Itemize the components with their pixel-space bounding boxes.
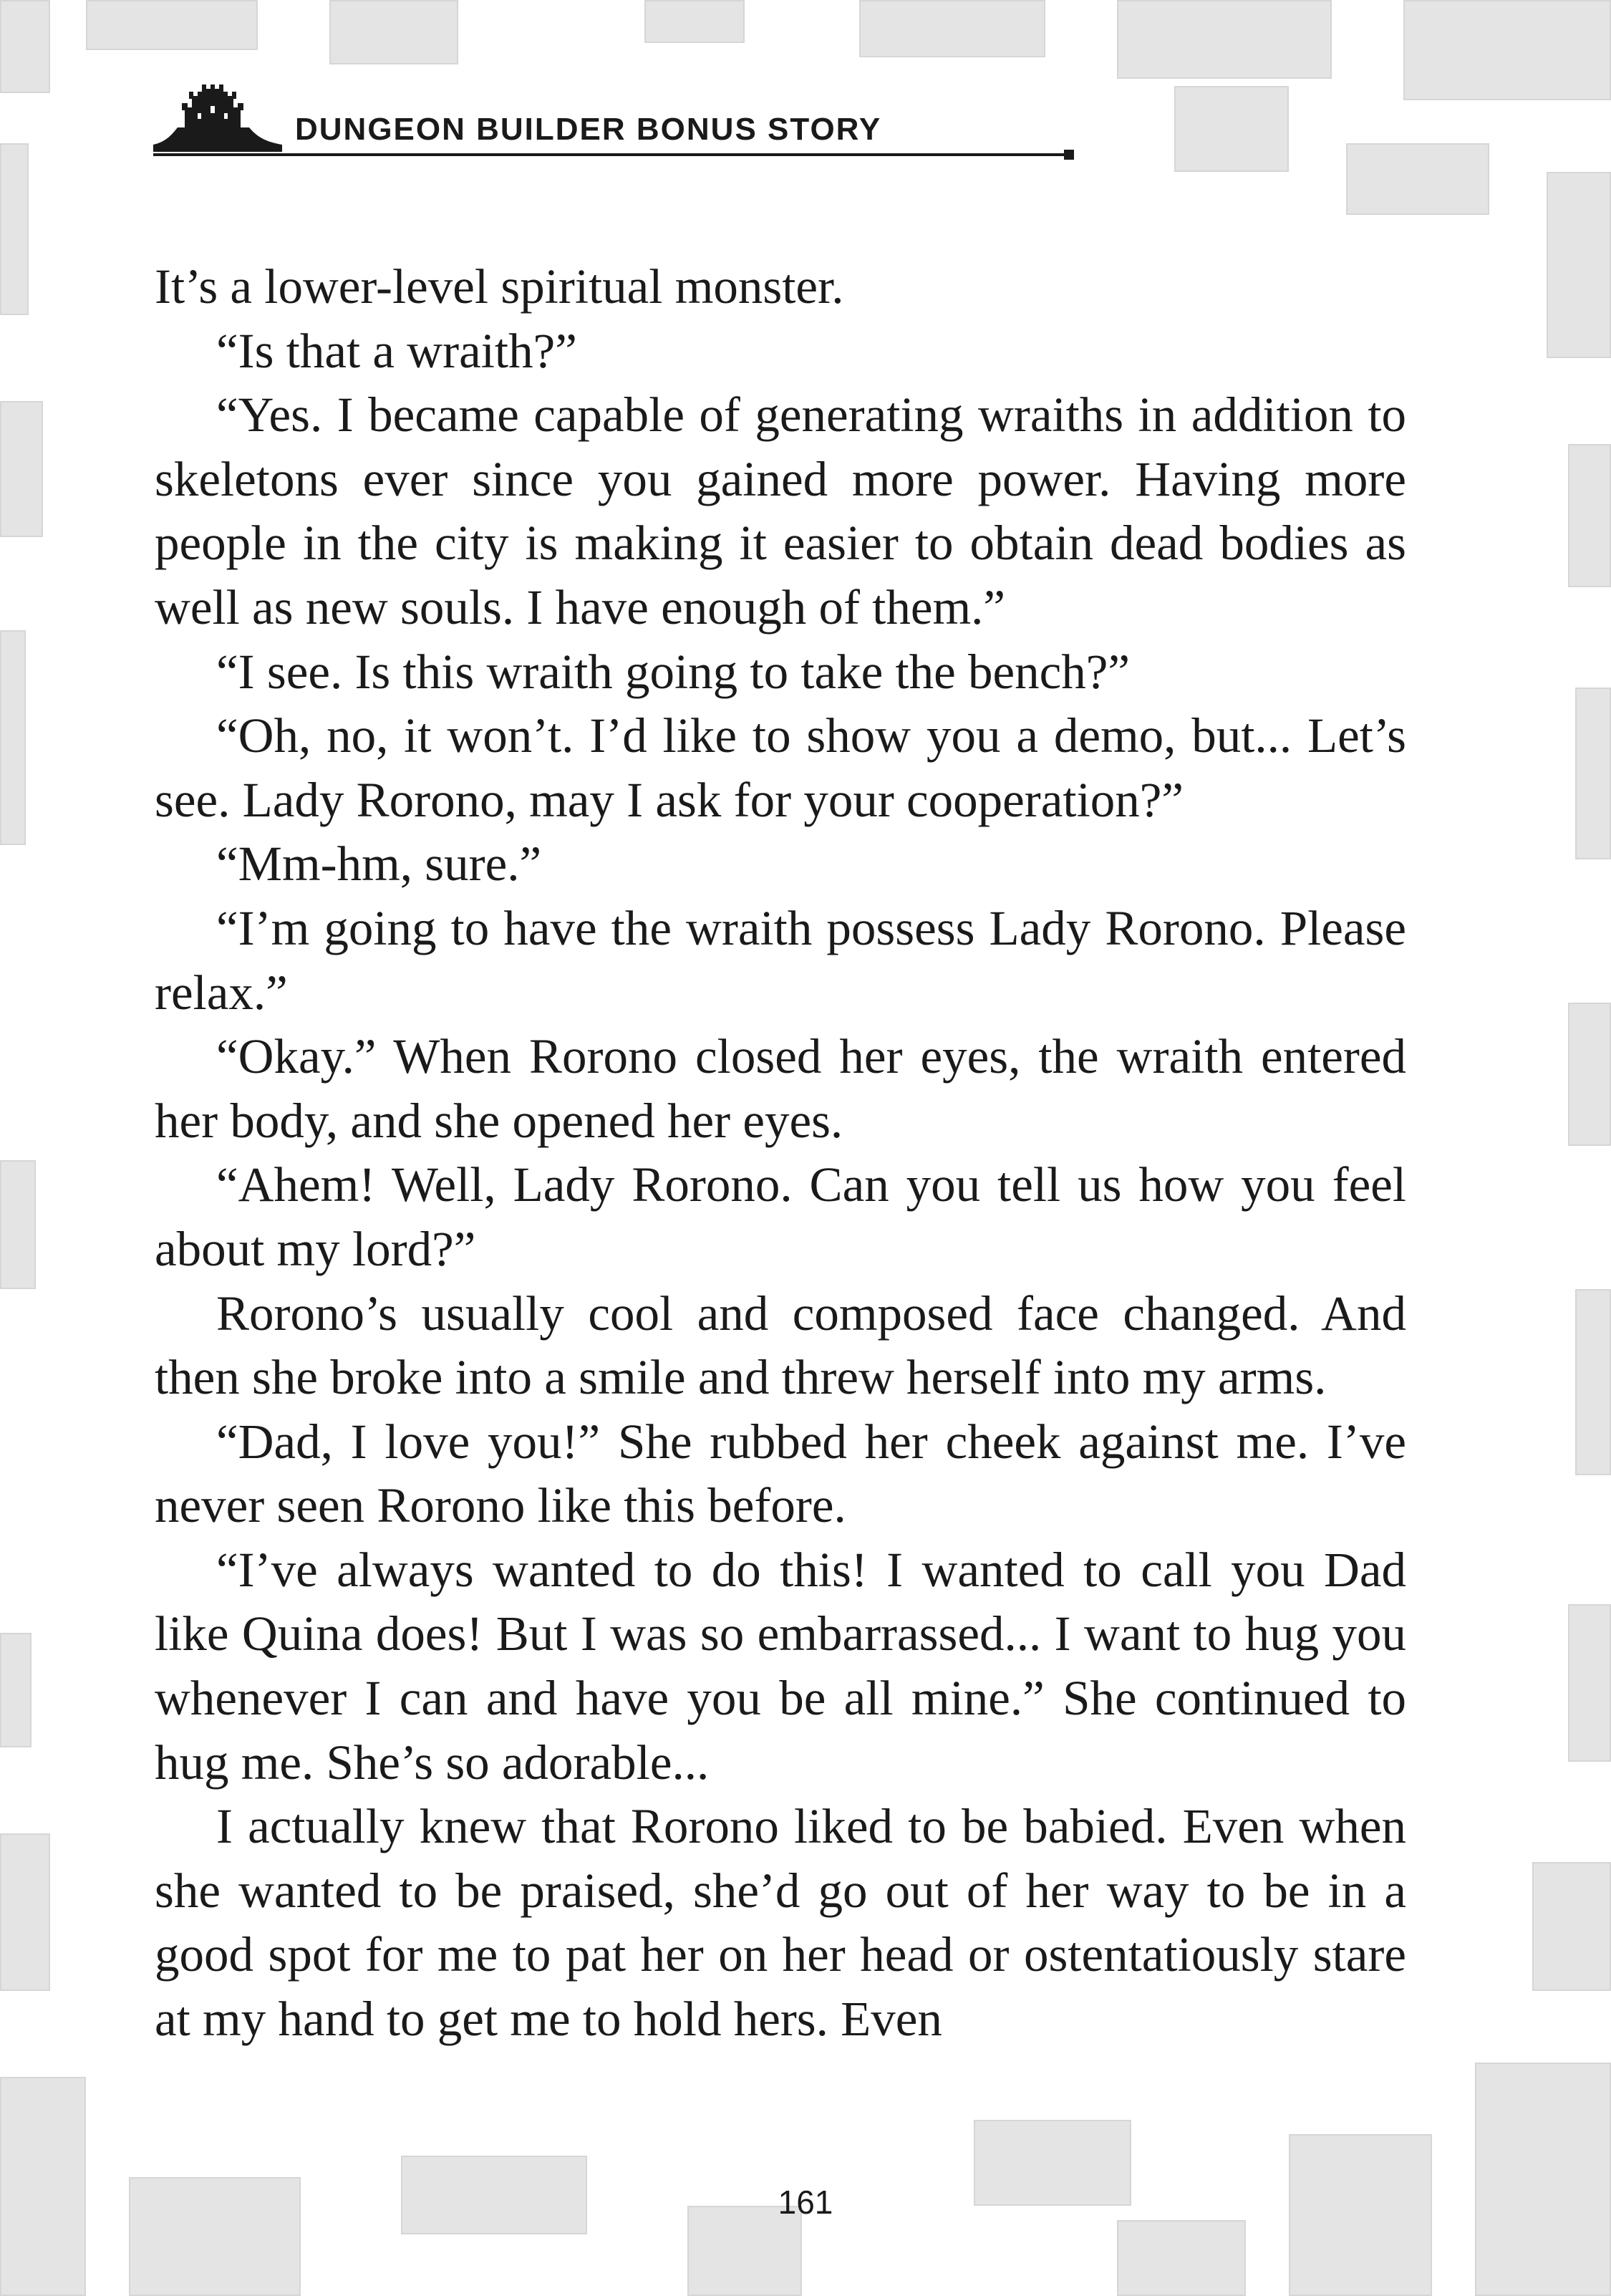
background-tile [1117,0,1332,79]
background-tile [1174,86,1289,172]
paragraph: “Is that a wraith?” [216,323,577,378]
paragraph: I actually knew that Rorono liked to be babied. Even when she wanted to be praised, she’d go out of her way to be in a good spot for me to pat her on her head or ostentatiously stare at my hand to get me to hold hers. Even [155,1799,1406,2047]
paragraph: “I’ve always wanted to do this! I wanted to call you Dad like Quina does! But I was so embarrassed... I want to hug you whenever I can and have you be all mine.” She continued to hug me. She’s so adorable... [155,1542,1406,1790]
paragraph: “I see. Is this wraith going to take the bench?” [216,644,1131,699]
book-title: DUNGEON BUILDER BONUS STORY [295,112,882,147]
background-tile [1532,1862,1611,1991]
paragraph: “Dad, I love you!” She rubbed her cheek against me. I’ve never seen Rorono like this before. [155,1414,1406,1533]
background-tile [1568,444,1611,587]
castle-icon [153,77,282,152]
paragraph: “I’m going to have the wraith possess Lady Rorono. Please relax.” [155,900,1406,1020]
background-tile [0,143,29,315]
body-text [155,255,1406,2052]
background-tile [1575,688,1611,859]
background-tile [329,0,458,64]
background-tile [0,1160,36,1289]
background-tile [86,0,258,50]
paragraph: “Okay.” When Rorono closed her eyes, the wraith entered her body, and she opened her eyes. [155,1029,1406,1148]
running-header [153,69,1077,162]
page-number: 161 [778,2184,833,2221]
background-tile [1346,143,1489,215]
paragraph: Rorono’s usually cool and composed face changed. And then she broke into a smile and threw herself into my arms. [155,1286,1406,1405]
background-tile [644,0,745,43]
paragraph: “Mm-hm, sure.” [216,836,542,892]
background-tile [1575,1289,1611,1475]
background-tile [1568,1003,1611,1146]
background-tile [1117,2220,1246,2296]
paragraph: “Oh, no, it won’t. I’d like to show you a demo, but... Let’s see. Lady Rorono, may I ask for your cooperation?” [155,708,1406,827]
background-tile [0,0,50,93]
background-tile [0,1633,32,1747]
paragraph: “Yes. I became capable of generating wraiths in addition to skeletons ever since you gained more power. Having more people in the city is making it easier to obtain dead bodies as well as new souls. I have enough of them.” [155,387,1406,635]
header-rule [153,153,1067,156]
background-tile [0,630,26,845]
background-tile [0,401,43,537]
background-tile [1475,2063,1611,2296]
background-tile [1403,0,1611,100]
paragraph: It’s a lower-level spiritual monster. [155,259,844,314]
header-rule-end [1064,150,1074,160]
background-tile [1568,1604,1611,1762]
background-tile [1547,172,1611,358]
background-tile [0,1833,50,1991]
paragraph: “Ahem! Well, Lady Rorono. Can you tell us how you feel about my lord?” [155,1157,1406,1276]
background-tile [859,0,1045,57]
